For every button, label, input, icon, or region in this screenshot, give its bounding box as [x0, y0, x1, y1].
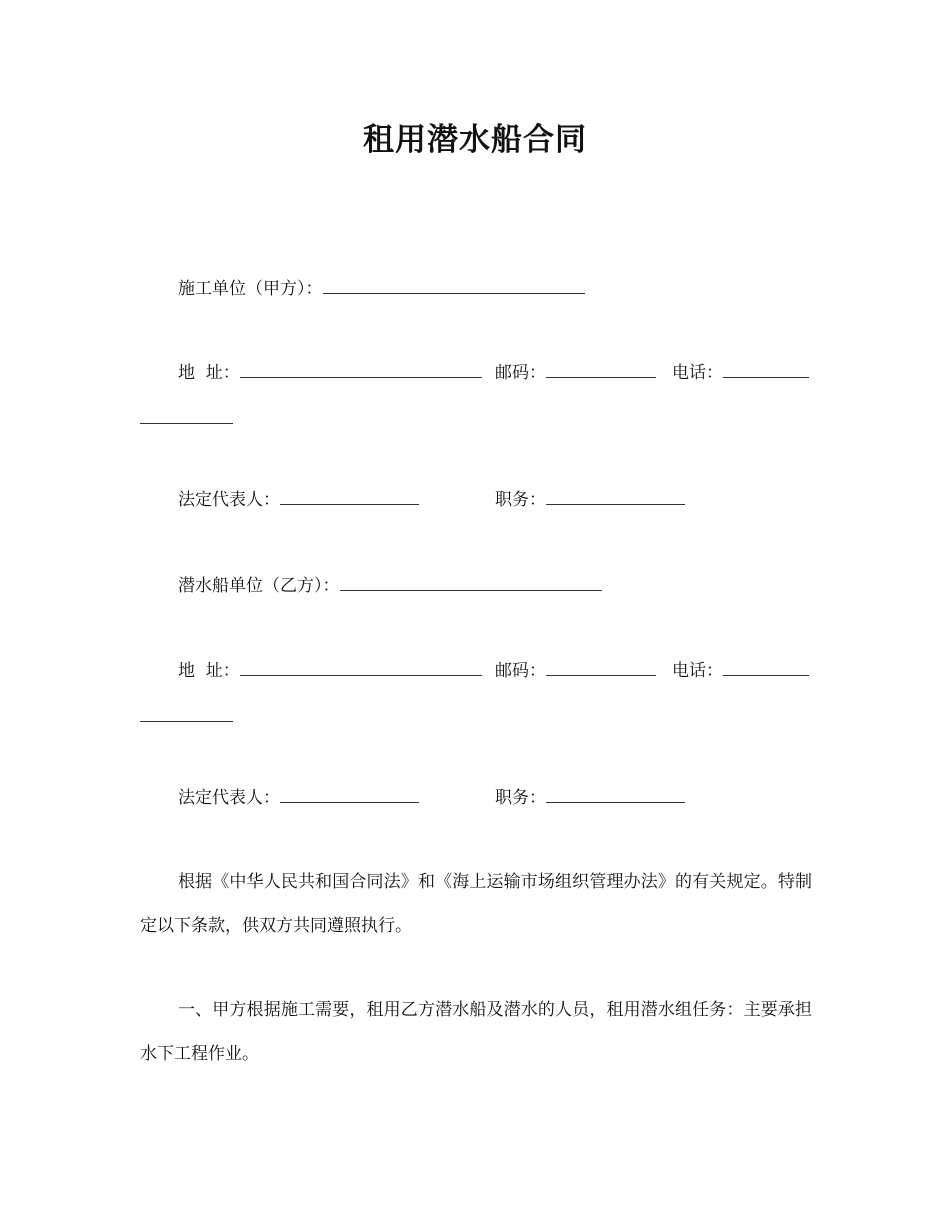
party-a-unit-label: 施工单位（甲方）： — [178, 279, 323, 299]
party-a-unit-row — [178, 277, 585, 300]
party-a-phone-label: 电话： — [672, 363, 723, 383]
clause-1-paragraph: 一、甲方根据施工需要，租用乙方潜水船及潜水的人员，租用潜水组任务：主要承担水下工程作业。 — [140, 1000, 812, 1064]
party-b-postcode-label: 邮码： — [495, 661, 546, 681]
party-a-position-label: 职务： — [495, 490, 546, 510]
party-a-postcode-row — [495, 361, 656, 384]
party-a-legal-rep-row — [178, 488, 419, 511]
party-a-address-row — [178, 361, 482, 384]
party-b-legal-rep-blank[interactable] — [280, 786, 419, 803]
party-b-postcode-blank[interactable] — [546, 659, 656, 676]
party-a-position-blank[interactable] — [546, 488, 685, 505]
party-a-legal-rep-label: 法定代表人： — [178, 490, 280, 510]
party-a-legal-rep-blank[interactable] — [280, 488, 419, 505]
party-b-position-row — [495, 786, 685, 809]
party-b-legal-rep-label: 法定代表人： — [178, 788, 280, 808]
party-a-postcode-label: 邮码： — [495, 363, 546, 383]
party-b-address-blank[interactable] — [240, 659, 482, 676]
party-a-phone-blank-continued[interactable] — [140, 407, 233, 424]
party-b-legal-rep-row — [178, 786, 419, 809]
party-b-position-label: 职务： — [495, 788, 546, 808]
party-a-position-row — [495, 488, 685, 511]
party-a-unit-blank[interactable] — [323, 277, 585, 294]
party-b-postcode-row — [495, 659, 656, 682]
party-b-phone-blank-continued[interactable] — [140, 705, 233, 722]
party-b-unit-label: 潜水船单位（乙方）： — [178, 576, 340, 596]
party-a-postcode-blank[interactable] — [546, 361, 656, 378]
party-b-unit-blank[interactable] — [340, 574, 602, 591]
page-title: 租用潜水船合同 — [363, 122, 587, 158]
party-b-position-blank[interactable] — [546, 786, 685, 803]
party-b-unit-row — [178, 574, 602, 597]
party-a-address-label: 地 址： — [178, 363, 240, 383]
party-a-address-blank[interactable] — [240, 361, 482, 378]
party-b-phone-row — [672, 659, 809, 682]
preamble-paragraph: 根据《中华人民共和国合同法》和《海上运输市场组织管理办法》的有关规定。特制定以下条款，供双方共同遵照执行。 — [140, 872, 812, 936]
party-a-phone-blank[interactable] — [723, 361, 809, 378]
party-a-phone-row — [672, 361, 809, 384]
party-b-phone-continuation — [140, 705, 233, 728]
party-b-address-row — [178, 659, 482, 682]
party-a-phone-continuation — [140, 407, 233, 430]
party-b-address-label: 地 址： — [178, 661, 240, 681]
party-b-phone-label: 电话： — [672, 661, 723, 681]
party-b-phone-blank[interactable] — [723, 659, 809, 676]
